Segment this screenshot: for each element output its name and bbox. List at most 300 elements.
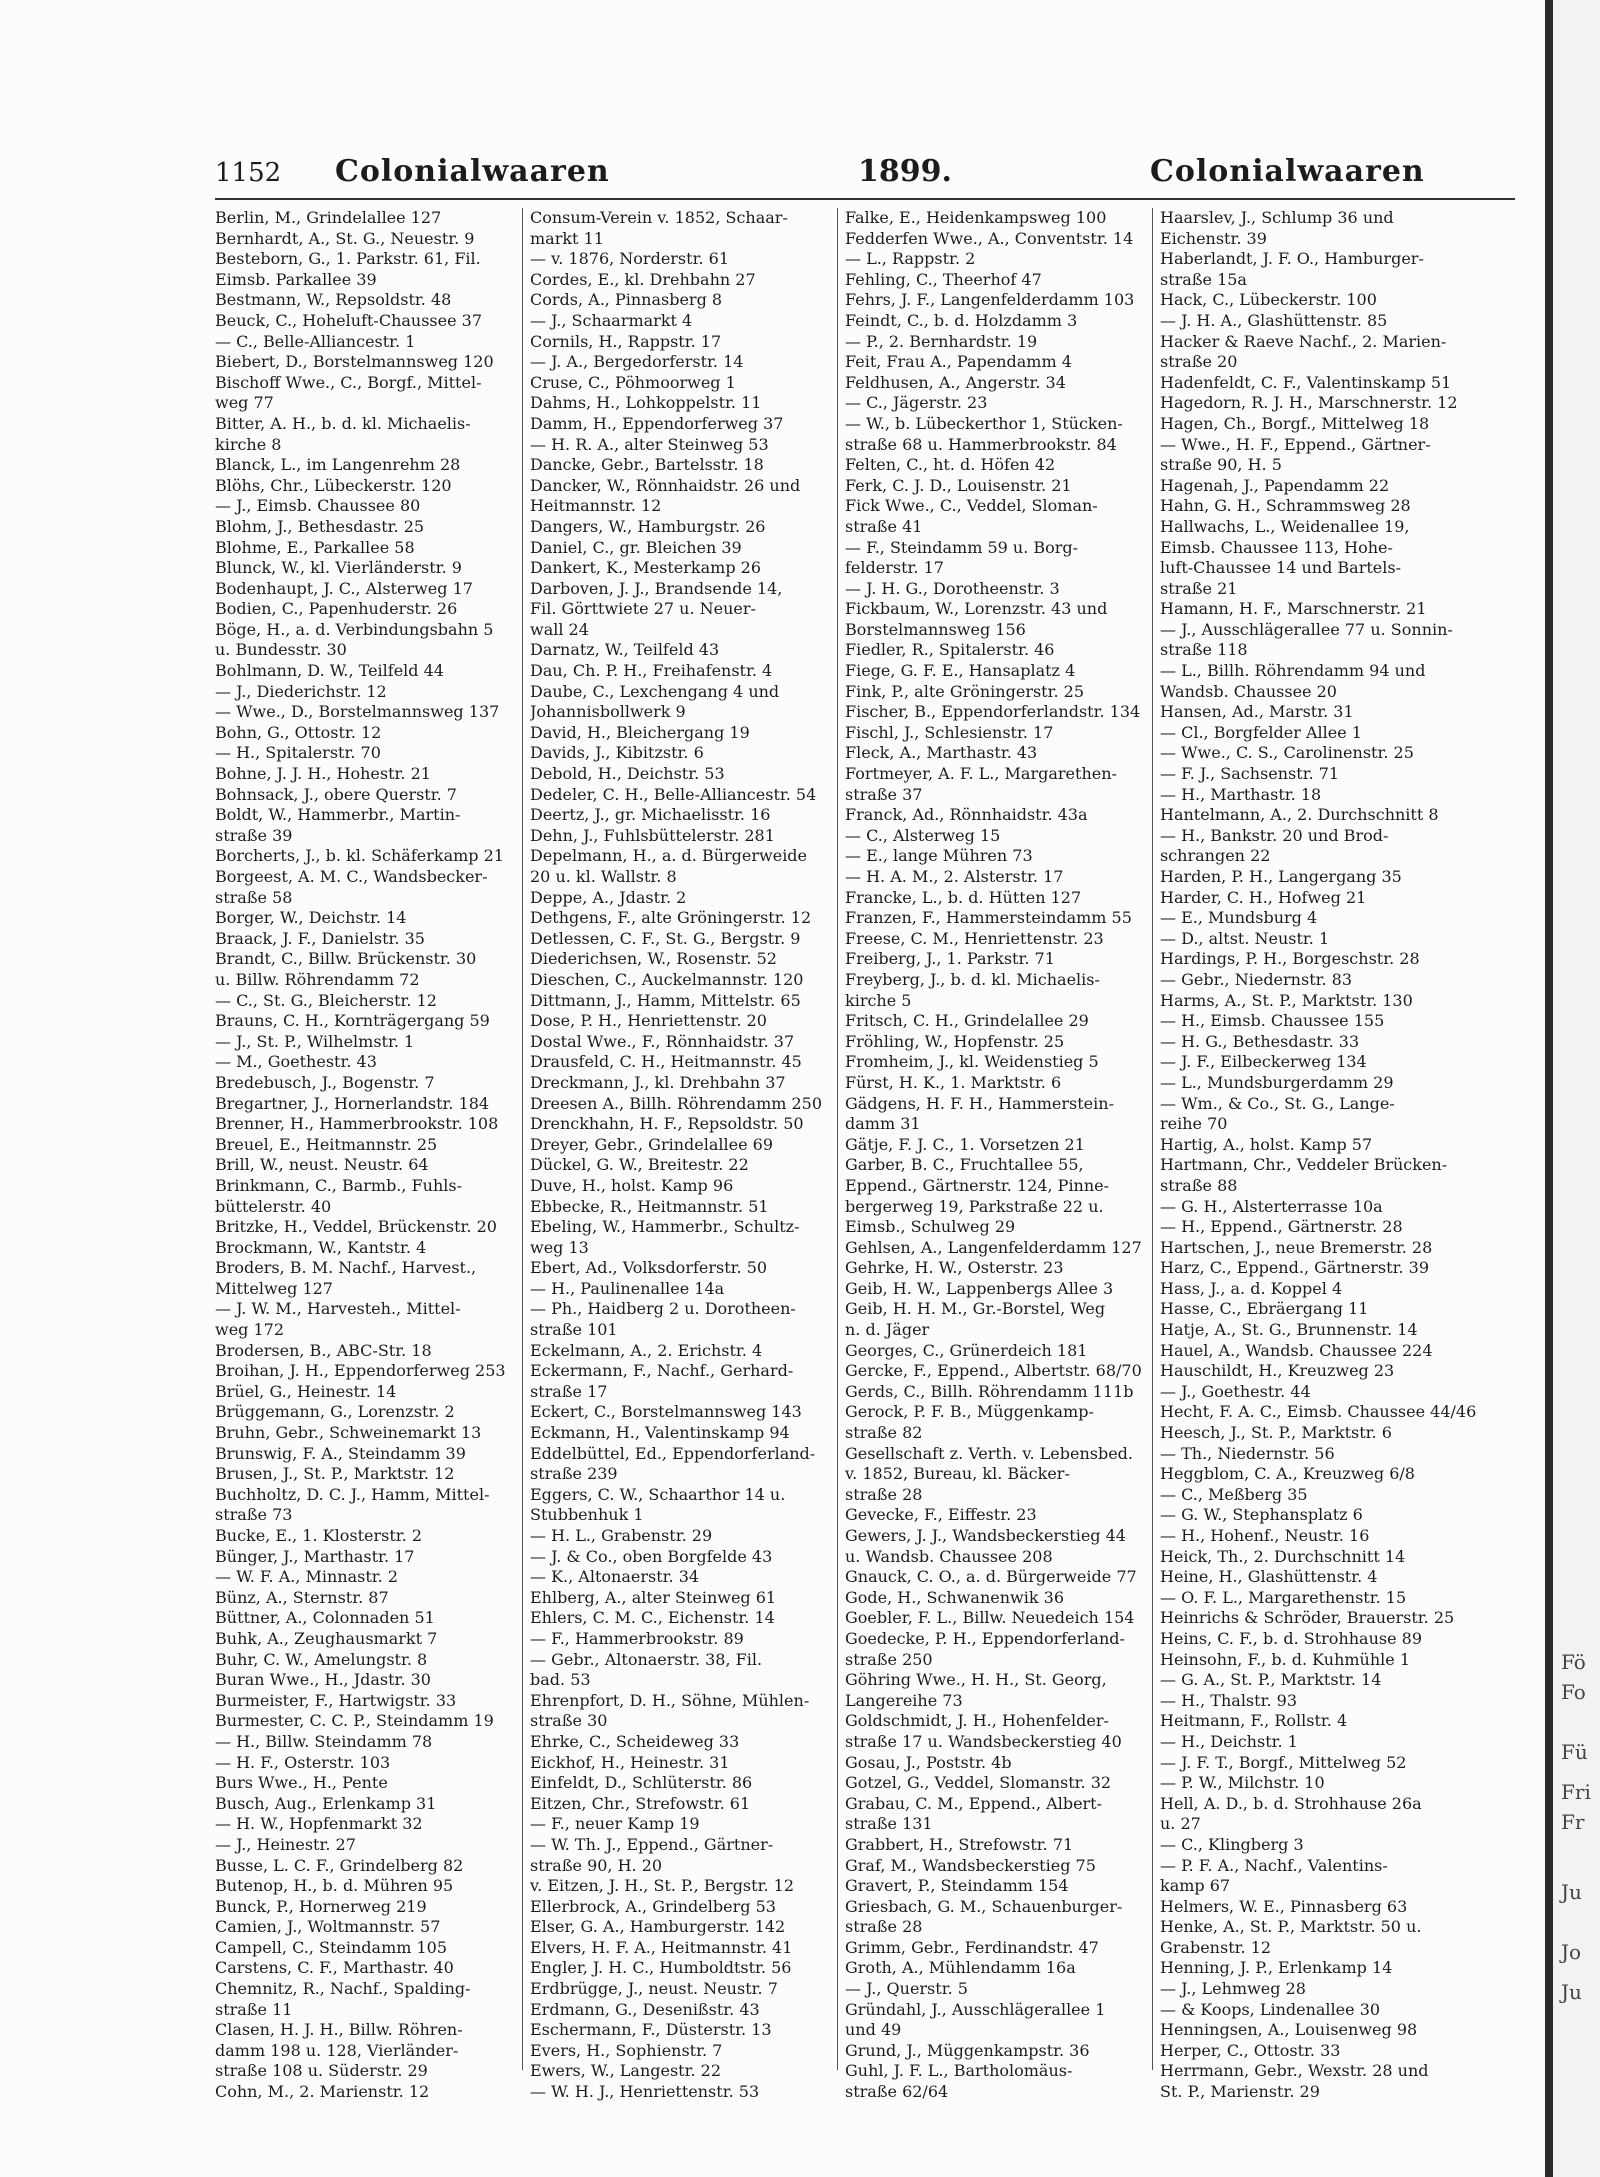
directory-entry: — J., St. P., Wilhelmstr. 1	[215, 1031, 415, 1051]
directory-entry: v. Eitzen, J. H., St. P., Bergstr. 12	[530, 1876, 794, 1896]
directory-entry: — H. R. A., alter Steinweg 53	[530, 434, 769, 454]
directory-entry: Einfeldt, D., Schlüterstr. 86	[530, 1773, 753, 1793]
adjacent-page-edge	[1553, 0, 1600, 2177]
directory-entry: Blanck, L., im Langenrehm 28	[215, 455, 461, 475]
directory-entry: — Wwe., C. S., Carolinenstr. 25	[1160, 743, 1414, 763]
directory-entry: — H., Billw. Steindamm 78	[215, 1731, 433, 1751]
directory-entry: Eimsb. Parkallee 39	[215, 269, 377, 289]
directory-entry: Grund, J., Müggenkampstr. 36	[845, 2040, 1090, 2060]
directory-entry: Darnatz, W., Teilfeld 43	[530, 640, 720, 660]
directory-entry: Goedecke, P. H., Eppendorferland-	[845, 1628, 1125, 1648]
directory-entry: straße 250	[845, 1649, 933, 1669]
directory-entry: Ebbecke, R., Heitmannstr. 51	[530, 1196, 769, 1216]
directory-entry: Harz, C., Eppend., Gärtnerstr. 39	[1160, 1258, 1429, 1278]
directory-entry: v. 1852, Bureau, kl. Bäcker-	[845, 1464, 1070, 1484]
directory-entry: Elvers, H. F. A., Heitmannstr. 41	[530, 1937, 793, 1957]
directory-entry: — P., 2. Bernhardstr. 19	[845, 331, 1038, 351]
directory-entry: Ehrenpfort, D. H., Söhne, Mühlen-	[530, 1690, 810, 1710]
directory-entry: Brusen, J., St. P., Marktstr. 12	[215, 1464, 455, 1484]
directory-entry: Hallwachs, L., Weidenallee 19,	[1160, 516, 1410, 536]
directory-entry: Heick, Th., 2. Durchschnitt 14	[1160, 1546, 1406, 1566]
directory-entry: Bünger, J., Marthastr. 17	[215, 1546, 415, 1566]
directory-entry: straße 28	[845, 1484, 923, 1504]
directory-entry: Fischl, J., Schlesienstr. 17	[845, 722, 1054, 742]
directory-entry: Breuel, E., Heitmannstr. 25	[215, 1134, 438, 1154]
page-header	[215, 150, 1515, 190]
adjacent-page-fragment: Jo	[1561, 1940, 1582, 1964]
directory-entry: büttelerstr. 40	[215, 1196, 332, 1216]
directory-entry: — J. F. T., Borgf., Mittelweg 52	[1160, 1752, 1407, 1772]
directory-entry: Gosau, J., Poststr. 4b	[845, 1752, 1012, 1772]
directory-entry: Ewers, W., Langestr. 22	[530, 2061, 722, 2081]
directory-entry: Harms, A., St. P., Marktstr. 130	[1160, 990, 1413, 1010]
directory-entry: Fink, P., alte Gröningerstr. 25	[845, 681, 1085, 701]
adjacent-page-fragment: Ju	[1561, 1980, 1582, 2004]
directory-entry: straße 131	[845, 1814, 933, 1834]
directory-entry: Hasse, C., Ebräergang 11	[1160, 1299, 1369, 1319]
directory-entry: Dedeler, C. H., Belle-Alliancestr. 54	[530, 784, 817, 804]
directory-entry: Gevecke, F., Eiffestr. 23	[845, 1505, 1037, 1525]
directory-entry: Buran Wwe., H., Jdastr. 30	[215, 1670, 431, 1690]
directory-entry: Georges, C., Grünerdeich 181	[845, 1340, 1088, 1360]
directory-entry: Deertz, J., gr. Michaelisstr. 16	[530, 805, 771, 825]
directory-entry: Langereihe 73	[845, 1690, 963, 1710]
directory-entry: Gnauck, C. O., a. d. Bürgerweide 77	[845, 1567, 1137, 1587]
directory-entry: Grabenstr. 12	[1160, 1937, 1272, 1957]
directory-entry: Fortmeyer, A. F. L., Margarethen-	[845, 764, 1117, 784]
directory-entry: Gesellschaft z. Verth. v. Lebensbed.	[845, 1443, 1133, 1463]
adjacent-page-fragment: Ju	[1561, 1880, 1582, 1904]
directory-entry: Campell, C., Steindamm 105	[215, 1937, 448, 1957]
directory-entry: Hahn, G. H., Schrammsweg 28	[1160, 496, 1411, 516]
directory-entry: Butenop, H., b. d. Mühren 95	[215, 1876, 454, 1896]
directory-entry: Carstens, C. F., Marthastr. 40	[215, 1958, 454, 1978]
directory-entry: — W. H. J., Henriettenstr. 53	[530, 2082, 760, 2102]
directory-entry: — W., b. Lübeckerthor 1, Stücken-	[845, 413, 1123, 433]
directory-entry: Geib, H. W., Lappenbergs Allee 3	[845, 1278, 1114, 1298]
directory-entry: damm 198 u. 128, Vierländer-	[215, 2040, 459, 2060]
directory-entry: straße 90, H. 20	[530, 1855, 663, 1875]
directory-entry: straße 30	[530, 1711, 608, 1731]
column-3	[845, 208, 1145, 2103]
directory-entry: Dückel, G. W., Breitestr. 22	[530, 1155, 749, 1175]
directory-entry: Borstelmannsweg 156	[845, 619, 1026, 639]
directory-entry: — J., Goethestr. 44	[1160, 1381, 1311, 1401]
directory-entry: Broders, B. M. Nachf., Harvest.,	[215, 1258, 477, 1278]
directory-entry: Felten, C., ht. d. Höfen 42	[845, 455, 1056, 475]
directory-entry: Hadenfeldt, C. F., Valentinskamp 51	[1160, 372, 1452, 392]
directory-entry: u. Bundesstr. 30	[215, 640, 347, 660]
directory-entry: Eimsb., Schulweg 29	[845, 1217, 1016, 1237]
directory-entry: — H., Eppend., Gärtnerstr. 28	[1160, 1217, 1403, 1237]
directory-entry: kirche 5	[845, 990, 912, 1010]
directory-entry: felderstr. 17	[845, 558, 944, 578]
directory-entry: — H. A. M., 2. Alsterstr. 17	[845, 867, 1064, 886]
directory-entry: — Ph., Haidberg 2 u. Dorotheen-	[530, 1299, 796, 1319]
adjacent-page-fragment: Fri	[1561, 1780, 1591, 1804]
directory-entry: — C., Belle-Alliancestr. 1	[215, 331, 416, 351]
directory-entry: — J., Ausschlägerallee 77 u. Sonnin-	[1160, 619, 1453, 639]
directory-entry: Brill, W., neust. Neustr. 64	[215, 1155, 429, 1175]
directory-entry: Helmers, W. E., Pinnasberg 63	[1160, 1896, 1408, 1916]
directory-entry: — P. F. A., Nachf., Valentins-	[1160, 1855, 1388, 1875]
directory-entry: Davids, J., Kibitzstr. 6	[530, 743, 704, 763]
directory-entry: Damm, H., Eppendorferweg 37	[530, 413, 784, 433]
directory-entry: Fick Wwe., C., Veddel, Sloman-	[845, 496, 1098, 516]
directory-entry: Guhl, J. F. L., Bartholomäus-	[845, 2061, 1073, 2081]
directory-entry: Bucke, E., 1. Klosterstr. 2	[215, 1526, 422, 1545]
directory-entry: Eppend., Gärtnerstr. 124, Pinne-	[845, 1175, 1110, 1195]
directory-entry: Brandt, C., Billw. Brückenstr. 30	[215, 949, 477, 969]
directory-entry: Fröhling, W., Hopfenstr. 25	[845, 1031, 1065, 1051]
directory-entry: Heins, C. F., b. d. Strohhause 89	[1160, 1628, 1423, 1648]
directory-entry: straße 73	[215, 1505, 293, 1525]
directory-entry: Bruhn, Gebr., Schweinemarkt 13	[215, 1423, 482, 1443]
directory-entry: Buhr, C. W., Amelungstr. 8	[215, 1649, 428, 1669]
directory-entry: Fehling, C., Theerhof 47	[845, 269, 1042, 289]
directory-entry: Brodersen, B., ABC-Str. 18	[215, 1340, 432, 1360]
directory-entry: Falke, E., Heidenkampsweg 100	[845, 208, 1107, 227]
directory-entry: Diederichsen, W., Rosenstr. 52	[530, 949, 777, 969]
directory-entry: Hansen, Ad., Marstr. 31	[1160, 702, 1354, 722]
directory-entry: 20 u. kl. Wallstr. 8	[530, 867, 677, 886]
directory-entry: Eckermann, F., Nachf., Gerhard-	[530, 1361, 794, 1381]
directory-entry: Erdbrügge, J., neust. Neustr. 7	[530, 1979, 778, 1999]
directory-entry: Johannisbollwerk 9	[530, 702, 686, 722]
directory-entry: Burmeister, F., Hartwigstr. 33	[215, 1690, 457, 1710]
directory-entry: Eckert, C., Borstelmannsweg 143	[530, 1402, 802, 1422]
directory-entry: Henning, J. P., Erlenkamp 14	[1160, 1958, 1393, 1978]
directory-entry: Bischoff Wwe., C., Borgf., Mittel-	[215, 372, 482, 392]
adjacent-page-fragment: Fo	[1561, 1680, 1586, 1704]
directory-entry: Eickhof, H., Heinestr. 31	[530, 1752, 730, 1772]
directory-entry: straße 17 u. Wandsbeckerstieg 40	[845, 1731, 1122, 1751]
directory-entry: Dethgens, F., alte Gröningerstr. 12	[530, 908, 812, 928]
directory-entry: Hecht, F. A. C., Eimsb. Chaussee 44/46	[1160, 1402, 1477, 1422]
directory-entry: — J., Eimsb. Chaussee 80	[215, 496, 421, 516]
directory-entry: Hass, J., a. d. Koppel 4	[1160, 1278, 1343, 1298]
directory-entry: — H., Hohenf., Neustr. 16	[1160, 1526, 1370, 1545]
directory-entry: — J., Querstr. 5	[845, 1979, 968, 1999]
directory-entry: Borger, W., Deichstr. 14	[215, 908, 407, 928]
directory-entry: Göhring Wwe., H. H., St. Georg,	[845, 1670, 1107, 1690]
directory-entry: straße 37	[845, 784, 923, 804]
directory-entry: — G. W., Stephansplatz 6	[1160, 1505, 1363, 1525]
directory-entry: — C., Alsterweg 15	[845, 825, 1001, 845]
directory-entry: — L., Rappstr. 2	[845, 249, 976, 269]
directory-entry: — H. G., Bethesdastr. 33	[1160, 1031, 1360, 1051]
directory-entry: Dose, P. H., Henriettenstr. 20	[530, 1011, 767, 1031]
directory-entry: Gravert, P., Steindamm 154	[845, 1876, 1069, 1896]
directory-entry: bergerweg 19, Parkstraße 22 u.	[845, 1196, 1104, 1216]
directory-entry: Brenner, H., Hammerbrookstr. 108	[215, 1114, 499, 1134]
directory-entry: Bohne, J. J. H., Hohestr. 21	[215, 764, 431, 784]
directory-entry: — G. H., Alsterterrasse 10a	[1160, 1196, 1383, 1216]
directory-entry: — Cl., Borgfelder Allee 1	[1160, 722, 1362, 742]
directory-entry: luft-Chaussee 14 und Bartels-	[1160, 558, 1401, 578]
directory-entry: — H., Eimsb. Chaussee 155	[1160, 1011, 1385, 1031]
directory-entry: Dancker, W., Rönnhaidstr. 26 und	[530, 475, 801, 495]
directory-entry: Berlin, M., Grindelallee 127	[215, 208, 442, 227]
directory-entry: — W. F. A., Minnastr. 2	[215, 1567, 399, 1587]
directory-entry: — Wm., & Co., St. G., Lange-	[1160, 1093, 1395, 1113]
directory-entry: — J. H. G., Dorotheenstr. 3	[845, 578, 1060, 598]
directory-entry: Dreesen A., Billh. Röhrendamm 250	[530, 1093, 823, 1113]
directory-entry: Gode, H., Schwanenwik 36	[845, 1587, 1064, 1607]
directory-entry: Stubbenhuk 1	[530, 1505, 644, 1525]
directory-entry: Bitter, A. H., b. d. kl. Michaelis-	[215, 413, 471, 433]
section-title-right: Colonialwaaren	[1150, 154, 1425, 189]
directory-entry: — J. H. A., Glashüttenstr. 85	[1160, 310, 1388, 330]
directory-entry: Buchholtz, D. C. J., Hamm, Mittel-	[215, 1484, 490, 1504]
directory-entry: Blöhs, Chr., Lübeckerstr. 120	[215, 475, 452, 495]
directory-entry: Cohn, M., 2. Marienstr. 12	[215, 2082, 430, 2102]
directory-entry: Gewers, J. J., Wandsbeckerstieg 44	[845, 1526, 1126, 1545]
directory-entry: Engler, J. H. C., Humboldtstr. 56	[530, 1958, 792, 1978]
adjacent-page-fragment: Fü	[1561, 1740, 1588, 1764]
directory-entry: — H., Spitalerstr. 70	[215, 743, 381, 763]
directory-entry: Heinrichs & Schröder, Brauerstr. 25	[1160, 1608, 1455, 1628]
directory-entry: — J. A., Bergedorferstr. 14	[530, 352, 744, 372]
directory-entry: — F., Hammerbrookstr. 89	[530, 1628, 744, 1648]
directory-entry: Bregartner, J., Hornerlandstr. 184	[215, 1093, 490, 1113]
directory-entry: Ehlberg, A., alter Steinweg 61	[530, 1587, 777, 1607]
directory-entry: Broihan, J. H., Eppendorferweg 253	[215, 1361, 506, 1381]
directory-entry: kirche 8	[215, 434, 282, 454]
directory-entry: Dangers, W., Hamburgstr. 26	[530, 516, 766, 536]
directory-entry: Herrmann, Gebr., Wexstr. 28 und	[1160, 2061, 1429, 2081]
directory-entry: kamp 67	[1160, 1876, 1231, 1896]
directory-entry: — H. L., Grabenstr. 29	[530, 1526, 713, 1545]
directory-entry: Brüel, G., Heinestr. 14	[215, 1381, 397, 1401]
directory-entry: — E., lange Mühren 73	[845, 846, 1033, 866]
directory-entry: Graf, M., Wandsbeckerstieg 75	[845, 1855, 1096, 1875]
directory-entry: Fischer, B., Eppendorferlandstr. 134	[845, 702, 1141, 722]
directory-entry: Gehlsen, A., Langenfelderdamm 127	[845, 1237, 1142, 1257]
directory-entry: Borcherts, J., b. kl. Schäferkamp 21	[215, 846, 504, 866]
directory-entry: Besteborn, G., 1. Parkstr. 61, Fil.	[215, 249, 481, 269]
directory-entry: Goldschmidt, J. H., Hohenfelder-	[845, 1711, 1109, 1731]
page-binding	[1545, 0, 1553, 2177]
directory-entry: Groth, A., Mühlendamm 16a	[845, 1958, 1076, 1978]
directory-entry: Darboven, J. J., Brandsende 14,	[530, 578, 783, 598]
directory-entry: Gotzel, G., Veddel, Slomanstr. 32	[845, 1773, 1112, 1793]
directory-entry: Gerock, P. F. B., Müggenkamp-	[845, 1402, 1094, 1422]
directory-entry: straße 82	[845, 1423, 923, 1443]
directory-entry: Drausfeld, C. H., Heitmannstr. 45	[530, 1052, 802, 1072]
directory-entry: Deppe, A., Jdastr. 2	[530, 887, 687, 907]
directory-entry: — G. A., St. P., Marktstr. 14	[1160, 1670, 1382, 1690]
directory-entry: bad. 53	[530, 1670, 591, 1690]
directory-entry: Dittmann, J., Hamm, Mittelstr. 65	[530, 990, 801, 1010]
directory-entry: — K., Altonaerstr. 34	[530, 1567, 700, 1587]
directory-entry: Dau, Ch. P. H., Freihafenstr. 4	[530, 661, 773, 681]
directory-entry: Brüggemann, G., Lorenzstr. 2	[215, 1402, 455, 1422]
directory-entry: David, H., Bleichergang 19	[530, 722, 750, 742]
adjacent-page-fragment: Fr	[1561, 1810, 1585, 1834]
column-1	[215, 208, 515, 2103]
directory-entry: — Th., Niedernstr. 56	[1160, 1443, 1335, 1463]
directory-entry: Burmester, C. C. P., Steindamm 19	[215, 1711, 494, 1731]
directory-entry: — Wwe., H. F., Eppend., Gärtner-	[1160, 434, 1431, 454]
directory-entry: Garber, B. C., Fruchtallee 55,	[845, 1155, 1084, 1175]
directory-entry: Franck, Ad., Rönnhaidstr. 43a	[845, 805, 1088, 825]
directory-entry: Fil. Görttwiete 27 u. Neuer-	[530, 599, 756, 619]
directory-entry: — J. W. M., Harvesteh., Mittel-	[215, 1299, 461, 1319]
directory-entry: markt 11	[530, 228, 604, 248]
directory-entry: Bohnsack, J., obere Querstr. 7	[215, 784, 457, 804]
directory-entry: Brauns, C. H., Kornträgergang 59	[215, 1011, 490, 1031]
adjacent-page-fragment: Fö	[1561, 1650, 1586, 1674]
directory-entry: Eimsb. Chaussee 113, Hohe-	[1160, 537, 1393, 557]
directory-entry: Heggblom, C. A., Kreuzweg 6/8	[1160, 1464, 1415, 1484]
directory-entry: — H. F., Osterstr. 103	[215, 1752, 391, 1772]
directory-entry: — v. 1876, Norderstr. 61	[530, 249, 729, 269]
directory-entry: — Gebr., Niedernstr. 83	[1160, 969, 1353, 989]
directory-entry: Blohme, E., Parkallee 58	[215, 537, 415, 557]
directory-entry: Evers, H., Sophienstr. 7	[530, 2040, 723, 2060]
directory-entry: Hell, A. D., b. d. Strohhause 26a	[1160, 1793, 1422, 1813]
directory-entry: — L., Mundsburgerdamm 29	[1160, 1072, 1394, 1092]
directory-entry: Büttner, A., Colonnaden 51	[215, 1608, 435, 1628]
directory-entry: Bredebusch, J., Bogenstr. 7	[215, 1072, 435, 1092]
directory-entry: Drenckhahn, H. F., Repsoldstr. 50	[530, 1114, 804, 1134]
directory-entry: — J., Diederichstr. 12	[215, 681, 387, 701]
directory-entry: weg 13	[530, 1237, 589, 1257]
directory-entry: Eschermann, F., Düsterstr. 13	[530, 2020, 772, 2040]
directory-entry: Burs Wwe., H., Pente	[215, 1773, 388, 1793]
directory-entry: straße 41	[845, 516, 923, 536]
directory-entry: Feit, Frau A., Papendamm 4	[845, 352, 1072, 372]
column-divider	[837, 208, 838, 2070]
directory-entry: Feindt, C., b. d. Holzdamm 3	[845, 310, 1078, 330]
directory-entry: damm 31	[845, 1114, 921, 1134]
directory-entry: Gerds, C., Billh. Röhrendamm 111b	[845, 1381, 1134, 1401]
directory-entry: Detlessen, C. F., St. G., Bergstr. 9	[530, 928, 801, 948]
directory-entry: Consum-Verein v. 1852, Schaar-	[530, 208, 788, 227]
directory-entry: Fromheim, J., kl. Weidenstieg 5	[845, 1052, 1099, 1072]
directory-entry: Haarslev, J., Schlump 36 und	[1160, 208, 1394, 227]
directory-entry: straße 101	[530, 1320, 618, 1340]
directory-entry: Cords, A., Pinnasberg 8	[530, 290, 723, 310]
directory-entry: straße 17	[530, 1381, 608, 1401]
directory-entry: Elser, G. A., Hamburgerstr. 142	[530, 1917, 786, 1937]
directory-entry: Eckmann, H., Valentinskamp 94	[530, 1423, 790, 1443]
directory-entry: Buhk, A., Zeughausmarkt 7	[215, 1628, 438, 1648]
column-4	[1160, 208, 1495, 2103]
directory-entry: straße 58	[215, 887, 293, 907]
directory-entry: Heinsohn, F., b. d. Kuhmühle 1	[1160, 1649, 1411, 1669]
directory-entry: Heine, H., Glashüttenstr. 4	[1160, 1567, 1378, 1587]
directory-entry: — L., Billh. Röhrendamm 94 und	[1160, 661, 1426, 681]
directory-entry: straße 118	[1160, 640, 1248, 660]
directory-entry: Harder, C. H., Hofweg 21	[1160, 887, 1367, 907]
directory-entry: Geib, H. H. M., Gr.-Borstel, Weg	[845, 1299, 1106, 1319]
directory-entry: Bohlmann, D. W., Teilfeld 44	[215, 661, 444, 681]
directory-entry: Dreckmann, J., kl. Drehbahn 37	[530, 1072, 786, 1092]
directory-entry: — E., Mundsburg 4	[1160, 908, 1318, 928]
directory-entry: Wandsb. Chaussee 20	[1160, 681, 1337, 701]
directory-entry: Dreyer, Gebr., Grindelallee 69	[530, 1134, 773, 1154]
directory-entry: Britzke, H., Veddel, Brückenstr. 20	[215, 1217, 497, 1237]
directory-entry: Fickbaum, W., Lorenzstr. 43 und	[845, 599, 1108, 619]
directory-entry: Hartig, A., holst. Kamp 57	[1160, 1134, 1373, 1154]
directory-entry: Fleck, A., Marthastr. 43	[845, 743, 1038, 763]
directory-entry: Hamann, H. F., Marschnerstr. 21	[1160, 599, 1427, 619]
directory-entry: Ferk, C. J. D., Louisenstr. 21	[845, 475, 1072, 495]
year-label: 1899.	[858, 154, 952, 189]
directory-entry: schrangen 22	[1160, 846, 1271, 866]
directory-entry: — W. Th. J., Eppend., Gärtner-	[530, 1834, 774, 1854]
directory-entry: straße 11	[215, 1999, 293, 2019]
directory-entry: wall 24	[530, 619, 589, 639]
directory-entry: Bohn, G., Ottostr. 12	[215, 722, 382, 742]
directory-entry: Gercke, F., Eppend., Albertstr. 68/70	[845, 1361, 1142, 1381]
directory-entry: Hantelmann, A., 2. Durchschnitt 8	[1160, 805, 1439, 825]
directory-entry: — C., St. G., Bleicherstr. 12	[215, 990, 437, 1010]
directory-entry: Brockmann, W., Kantstr. 4	[215, 1237, 427, 1257]
directory-entry: Bunck, P., Hornerweg 219	[215, 1896, 427, 1916]
directory-entry: Dancke, Gebr., Bartelsstr. 18	[530, 455, 764, 475]
directory-entry: Mittelweg 127	[215, 1278, 333, 1298]
directory-entry: Busch, Aug., Erlenkamp 31	[215, 1793, 437, 1813]
directory-entry: Cordes, E., kl. Drehbahn 27	[530, 269, 756, 289]
directory-entry: Eddelbüttel, Ed., Eppendorferland-	[530, 1443, 816, 1463]
directory-entry: straße 39	[215, 825, 293, 845]
directory-entry: Bestmann, W., Repsoldstr. 48	[215, 290, 452, 310]
directory-entry: Dieschen, C., Auckelmannstr. 120	[530, 969, 804, 989]
directory-entry: Griesbach, G. M., Schauenburger-	[845, 1896, 1123, 1916]
directory-entry: Dahms, H., Lohkoppelstr. 11	[530, 393, 762, 413]
directory-entry: Hardings, P. H., Borgeschstr. 28	[1160, 949, 1420, 969]
directory-entry: — C., Jägerstr. 23	[845, 393, 988, 413]
directory-entry: Fiedler, R., Spitalerstr. 46	[845, 640, 1055, 660]
directory-entry: Beuck, C., Hoheluft-Chaussee 37	[215, 310, 483, 330]
directory-entry: u. 27	[1160, 1814, 1201, 1834]
directory-entry: Hagenah, J., Papendamm 22	[1160, 475, 1390, 495]
directory-entry: Gehrke, H. W., Osterstr. 23	[845, 1258, 1064, 1278]
directory-entry: Hartschen, J., neue Bremerstr. 28	[1160, 1237, 1433, 1257]
directory-entry: straße 108 u. Süderstr. 29	[215, 2061, 428, 2081]
header-rule	[215, 198, 1515, 200]
directory-entry: Heitmannstr. 12	[530, 496, 662, 516]
directory-entry: Hagedorn, R. J. H., Marschnerstr. 12	[1160, 393, 1458, 413]
directory-entry: Freiberg, J., 1. Parkstr. 71	[845, 949, 1055, 969]
directory-entry: reihe 70	[1160, 1114, 1228, 1134]
directory-entry: Grabbert, H., Strefowstr. 71	[845, 1834, 1074, 1854]
directory-entry: Ebert, Ad., Volksdorferstr. 50	[530, 1258, 768, 1278]
directory-entry: Duve, H., holst. Kamp 96	[530, 1175, 734, 1195]
directory-entry: Borgeest, A. M. C., Wandsbecker-	[215, 867, 488, 886]
directory-entry: Busse, L. C. F., Grindelberg 82	[215, 1855, 464, 1875]
directory-entry: Boldt, W., Hammerbr., Martin-	[215, 805, 461, 825]
directory-entry: Haberlandt, J. F. O., Hamburger-	[1160, 249, 1424, 269]
directory-entry: und 49	[845, 2020, 902, 2040]
directory-entry: Blunck, W., kl. Vierländerstr. 9	[215, 558, 462, 578]
directory-entry: Gründahl, J., Ausschlägerallee 1	[845, 1999, 1106, 2019]
directory-entry: straße 68 u. Hammerbrookstr. 84	[845, 434, 1117, 454]
directory-entry: straße 20	[1160, 352, 1238, 372]
directory-entry: straße 88	[1160, 1175, 1238, 1195]
directory-entry: Braack, J. F., Danielstr. 35	[215, 928, 425, 948]
directory-entry: Fiege, G. F. E., Hansaplatz 4	[845, 661, 1076, 681]
directory-entry: Hartmann, Chr., Veddeler Brücken-	[1160, 1155, 1448, 1175]
section-title-left: Colonialwaaren	[335, 154, 610, 189]
page-number: 1152	[215, 158, 282, 188]
directory-entry: Bodenhaupt, J. C., Alsterweg 17	[215, 578, 473, 598]
directory-entry: Henningsen, A., Louisenweg 98	[1160, 2020, 1418, 2040]
directory-entry: — J., Lehmweg 28	[1160, 1979, 1306, 1999]
